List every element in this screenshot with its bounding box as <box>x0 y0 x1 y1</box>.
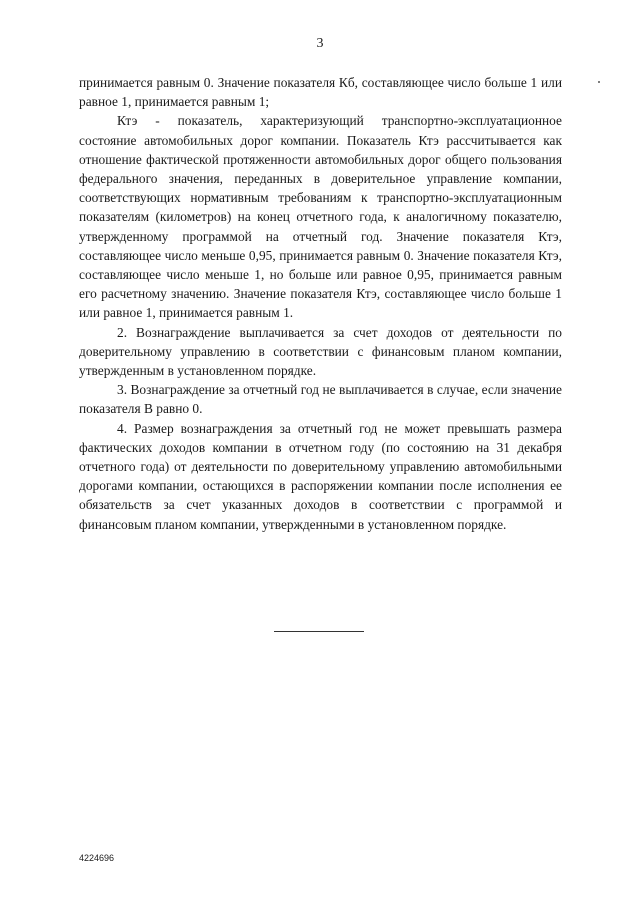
closing-divider <box>274 631 364 632</box>
paragraph-item-2: 2. Вознаграждение выплачивается за счет доходов от деятельности по доверительному управлению в соответствии с финансовым планом компании, утвержденным в установленном порядке. <box>79 324 562 379</box>
scan-speck <box>598 81 600 83</box>
paragraph-continuation: принимается равным 0. Значение показателя Кб, составляющее число больше 1 или равное 1, принимается равным 1; <box>79 75 562 110</box>
paragraph-kte-definition: Ктэ - показатель, характеризующий транспортно-эксплуатационное состояние автомобильных дорог компании. Показатель Ктэ рассчитывается как отношение фактической протяженности автомобильных дорог общего пользования федерального значения, переданных в доверительное управление компании, соответствующих нормативным требованиям к транспортно-эксплуатационным показателям (километров) на конец отчетного года, к аналогичному показателю, утвержденному программой на отчетный год. Значение показателя Ктэ, составляющее число меньше 0,95, принимается равным 0. Значение показателя Ктэ, составляющее число меньше 1, но больше или равное 0,95, принимается равным его расчетному значению. Значение показателя Ктэ, составляющее число больше 1 или равное 1, принимается равным 1. <box>79 113 562 321</box>
paragraph-item-3: 3. Вознаграждение за отчетный год не выплачивается в случае, если значение показателя В равно 0. <box>79 382 562 417</box>
document-id: 4224696 <box>79 853 115 863</box>
paragraph-item-4: 4. Размер вознаграждения за отчетный год не может превышать размера фактических доходов компании в отчетном году (по состоянию на 31 декабря отчетного года) от деятельности по доверительному управлению автомобильными дорогами компании, остающихся в распоряжении компании после исполнения ее обязательств за счет указанных доходов в соответствии с программой и финансовым планом компании, утвержденными в установленном порядке. <box>79 420 562 532</box>
document-body <box>79 73 562 534</box>
page-number: 3 <box>316 36 324 51</box>
